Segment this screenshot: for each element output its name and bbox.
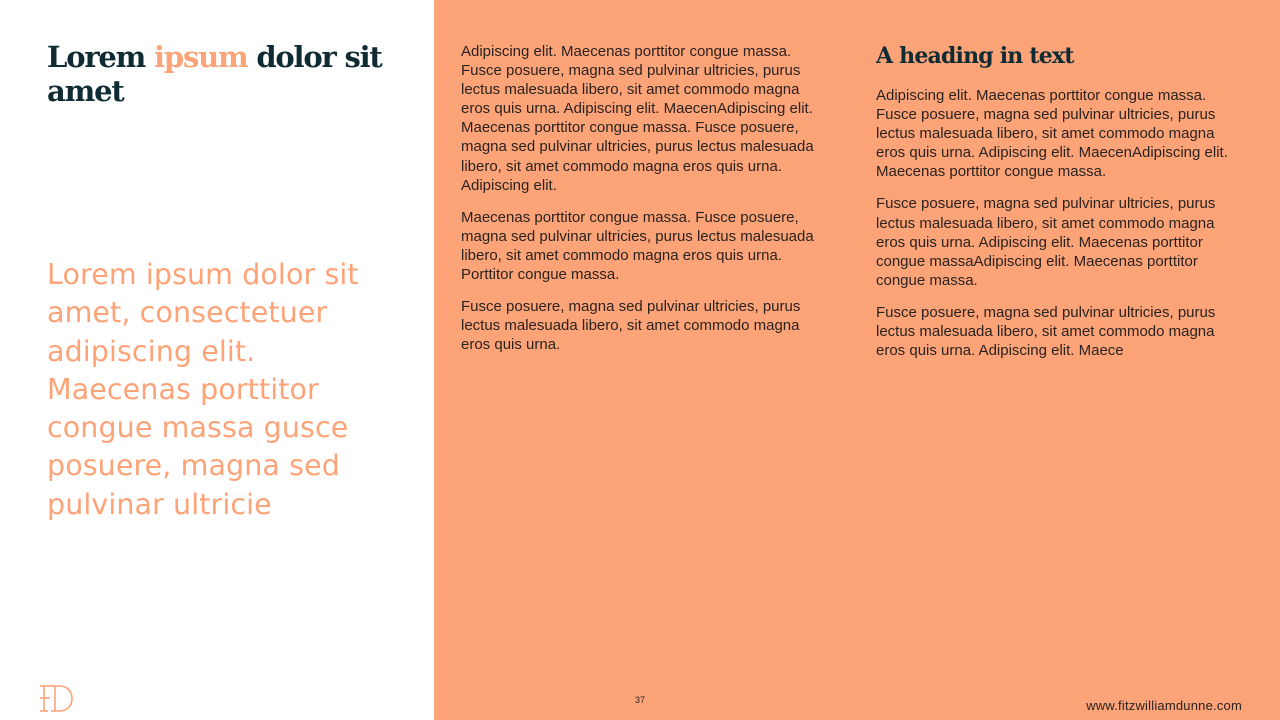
text-column-2 — [876, 42, 1238, 373]
fd-monogram-logo-icon — [38, 683, 74, 713]
title-part-1: Lorem — [47, 40, 155, 74]
page-number: 37 — [634, 695, 645, 705]
column-1-paragraph-3: Fusce posuere, magna sed pulvinar ultricies, purus lectus malesuada libero, sit amet commodo magna eros quis urna. — [461, 298, 801, 354]
text-column-1 — [461, 42, 823, 367]
column-2-paragraph-1: Adipiscing elit. Maecenas porttitor congue massa. Fusce posuere, magna sed pulvinar ultricies, purus lectus malesuada libero, sit amet commodo magna eros quis urna. Adipiscing elit. MaecenAdipiscing elit. Maecenas porttitor congue massa. — [876, 87, 1228, 181]
title-part-2: dolor sit amet — [47, 40, 382, 108]
lead-text: Lorem ipsum dolor sit amet, consectetuer adipiscing elit. Maecenas porttitor congue massa gusce posuere, magna sed pulvinar ultricie — [47, 258, 359, 521]
column-2-paragraph-2: Fusce posuere, magna sed pulvinar ultricies, purus lectus malesuada libero, sit amet commodo magna eros quis urna. Adipiscing elit. Maecenas porttitor congue massaAdipiscing elit. Maecenas porttitor congue massa. — [876, 195, 1216, 289]
footer-url: www.fitzwilliamdunne.com — [1086, 698, 1242, 713]
column-2-heading: A heading in text — [876, 43, 1074, 69]
column-2-paragraph-3: Fusce posuere, magna sed pulvinar ultricies, purus lectus malesuada libero, sit amet commodo magna eros quis urna. Adipiscing elit. Maece — [876, 303, 1216, 360]
column-1-paragraph-1: Adipiscing elit. Maecenas porttitor congue massa. Fusce posuere, magna sed pulvinar ultricies, purus lectus malesuada libero, sit amet commodo magna eros quis urna. Adipiscing elit. MaecenAdipiscing elit. Maecenas porttitor congue massa. Fusce posuere, magna sed pulvinar ultricies, purus lectus malesuada libero, sit amet commodo magna eros quis urna. Adipiscing elit. — [461, 43, 814, 194]
title-accent-word: ipsum — [154, 40, 248, 74]
column-1-paragraph-2: Maecenas porttitor congue massa. Fusce posuere, magna sed pulvinar ultricies, purus lectus malesuada libero, sit amet commodo magna eros quis urna. Porttitor congue massa. — [461, 208, 814, 284]
page-title — [47, 40, 417, 108]
